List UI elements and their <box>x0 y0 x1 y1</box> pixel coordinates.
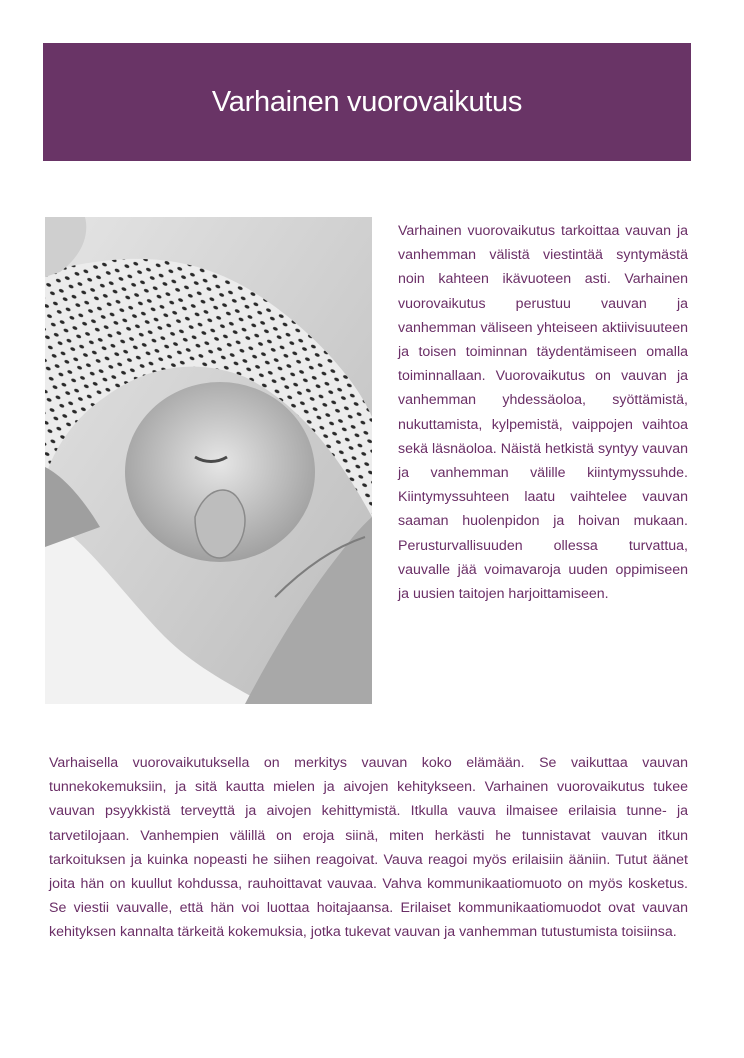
title-banner <box>43 43 691 161</box>
body-paragraph: Varhaisella vuorovaikutuksella on merkitys vauvan koko elämään. Se vaikuttaa vauvan tunnekokemuksiin, ja sitä kautta mielen ja aivojen kehitykseen. Varhainen vuorovaikutus tukee vauvan psyykkistä terveyttä ja aivojen kehittymistä. Itkulla vauva ilmaisee erilaisia tunne- ja tarvetilojaan. Vanhempien välillä on eroja siinä, miten herkästi he tunnistavat vauvan itkun tarkoituksen ja kuinka nopeasti he siihen reagoivat. Vauva reagoi myös erilaisiin ääniin. Tutut äänet joita hän on kuullut kohdussa, rauhoittavat vauvaa. Vahva kommunikaatiomuoto on myös kosketus. Se viestii vauvalle, että hän voi luottaa hoitajaansa. Erilaiset kommunikaatiomuodot ovat vauvan kehityksen kannalta tärkeitä kokemuksia, jotka tukevat vauvan ja vanhemman tutustumista toisiinsa. <box>49 755 688 941</box>
page-title: Varhainen vuorovaikutus <box>211 85 523 118</box>
baby-photo <box>45 217 372 704</box>
intro-paragraph: Varhainen vuorovaikutus tarkoittaa vauvan ja vanhemman välistä viestintää syntymästä noin kahteen ikävuoteen asti. Varhainen vuorovaikutus perustuu vauvan ja vanhemman väliseen yhteiseen aktiivisuuteen ja toisen toiminnan täydentämiseen omalla toiminnallaan. Vuorovaikutus on vauvan ja vanhemman yhdessäoloa, syöttämistä, nukuttamista, kylpemistä, vaippojen vaihtoa sekä läsnäoloa. Näistä hetkistä syntyy vauvan ja vanhemman välille kiintymyssuhde. Kiintymyssuhteen laatu vaihtelee vauvan saaman huolenpidon ja hoivan mukaan. Perusturvallisuuden ollessa turvattua, vauvalle jää voimavaroja uuden oppimiseen ja uusien taitojen harjoittamiseen. <box>398 223 688 603</box>
